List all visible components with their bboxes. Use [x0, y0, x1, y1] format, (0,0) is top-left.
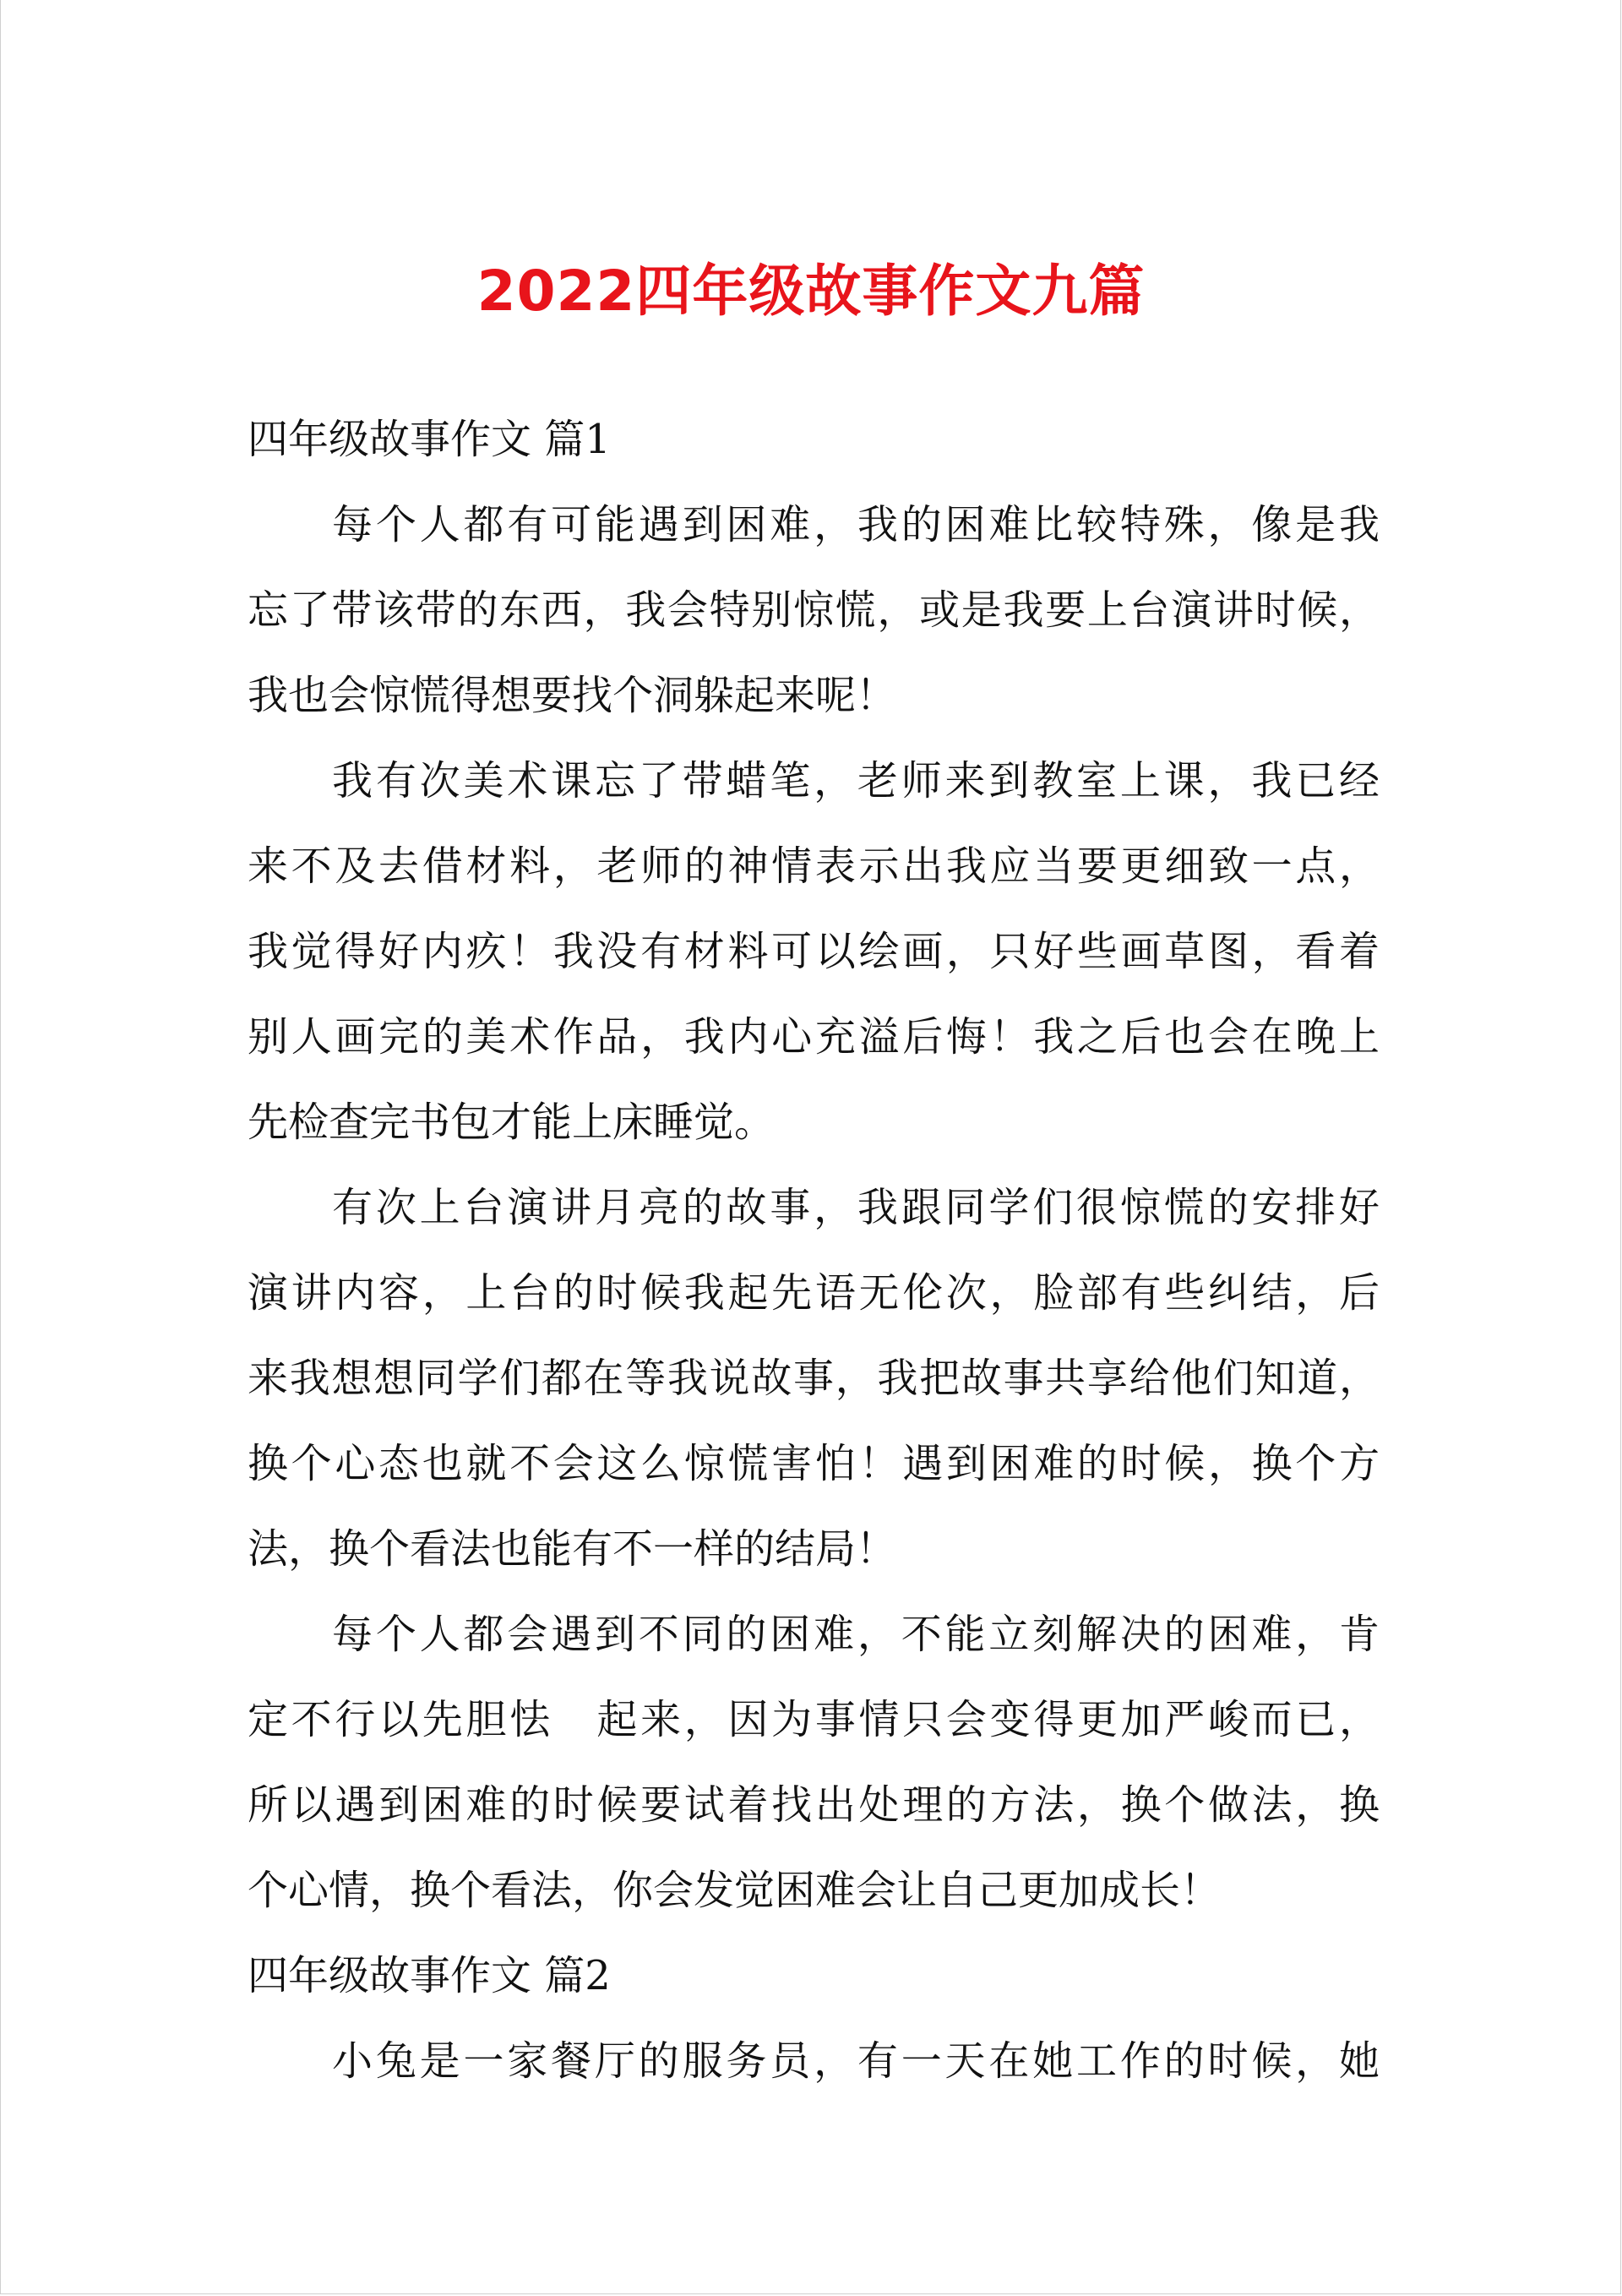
document-body [248, 397, 1380, 2104]
paragraph-line: 每个人都会遇到不同的困难，不能立刻解决的困难，肯 [332, 1611, 1380, 1658]
paragraph-line: 别人画完的美术作品，我内心充溢后悔！我之后也会在晚上 [248, 1013, 1380, 1061]
paragraph-line: 每个人都有可能遇到困难，我的困难比较特殊，像是我 [332, 501, 1380, 548]
paragraph-line: 来我想想同学们都在等我说故事，我把故事共享给他们知道， [248, 1355, 1380, 1402]
paragraph-line: 来不及去借材料，老师的神情表示出我应当要更细致一点， [248, 843, 1380, 890]
paragraph-line: 演讲内容，上台的时候我起先语无伦次，脸部有些纠结，后 [248, 1269, 1380, 1317]
paragraph-line: 忘了带该带的东西，我会特别惊慌，或是我要上台演讲时候， [248, 586, 1380, 634]
paragraph-line: 定不行以先胆怯 起来，因为事情只会变得更加严峻而已， [248, 1696, 1380, 1743]
paragraph-line: 所以遇到困难的时候要试着找出处理的方法，换个做法，换 [248, 1781, 1380, 1829]
paragraph-line: 小兔是一家餐厅的服务员，有一天在她工作的时候，她 [332, 2037, 1380, 2085]
paragraph-line: 有次上台演讲月亮的故事，我跟同学们很惊慌的安排好 [332, 1184, 1380, 1231]
paragraph-line: 我有次美术课忘了带蜡笔，老师来到教室上课，我已经 [332, 757, 1380, 804]
paragraph-line: 先检查完书包才能上床睡觉。 [248, 1099, 776, 1146]
paragraph-line: 我觉得好内疚！我没有材料可以绘画，只好些画草图，看着 [248, 928, 1380, 975]
section-heading: 四年级故事作文 篇1 [248, 416, 611, 463]
paragraph-line: 个心情，换个看法，你会发觉困难会让自己更加成长！ [248, 1867, 1222, 1914]
paragraph-line: 法，换个看法也能有不一样的结局！ [248, 1525, 897, 1573]
paragraph-line: 换个心态也就不会这么惊慌害怕！遇到困难的时候，换个方 [248, 1440, 1380, 1487]
document-title: 2022四年级故事作文九篇 [476, 259, 1146, 324]
section-heading: 四年级故事作文 篇2 [248, 1952, 611, 1999]
paragraph-line: 我也会惊慌得想要找个洞躲起来呢！ [248, 672, 897, 719]
